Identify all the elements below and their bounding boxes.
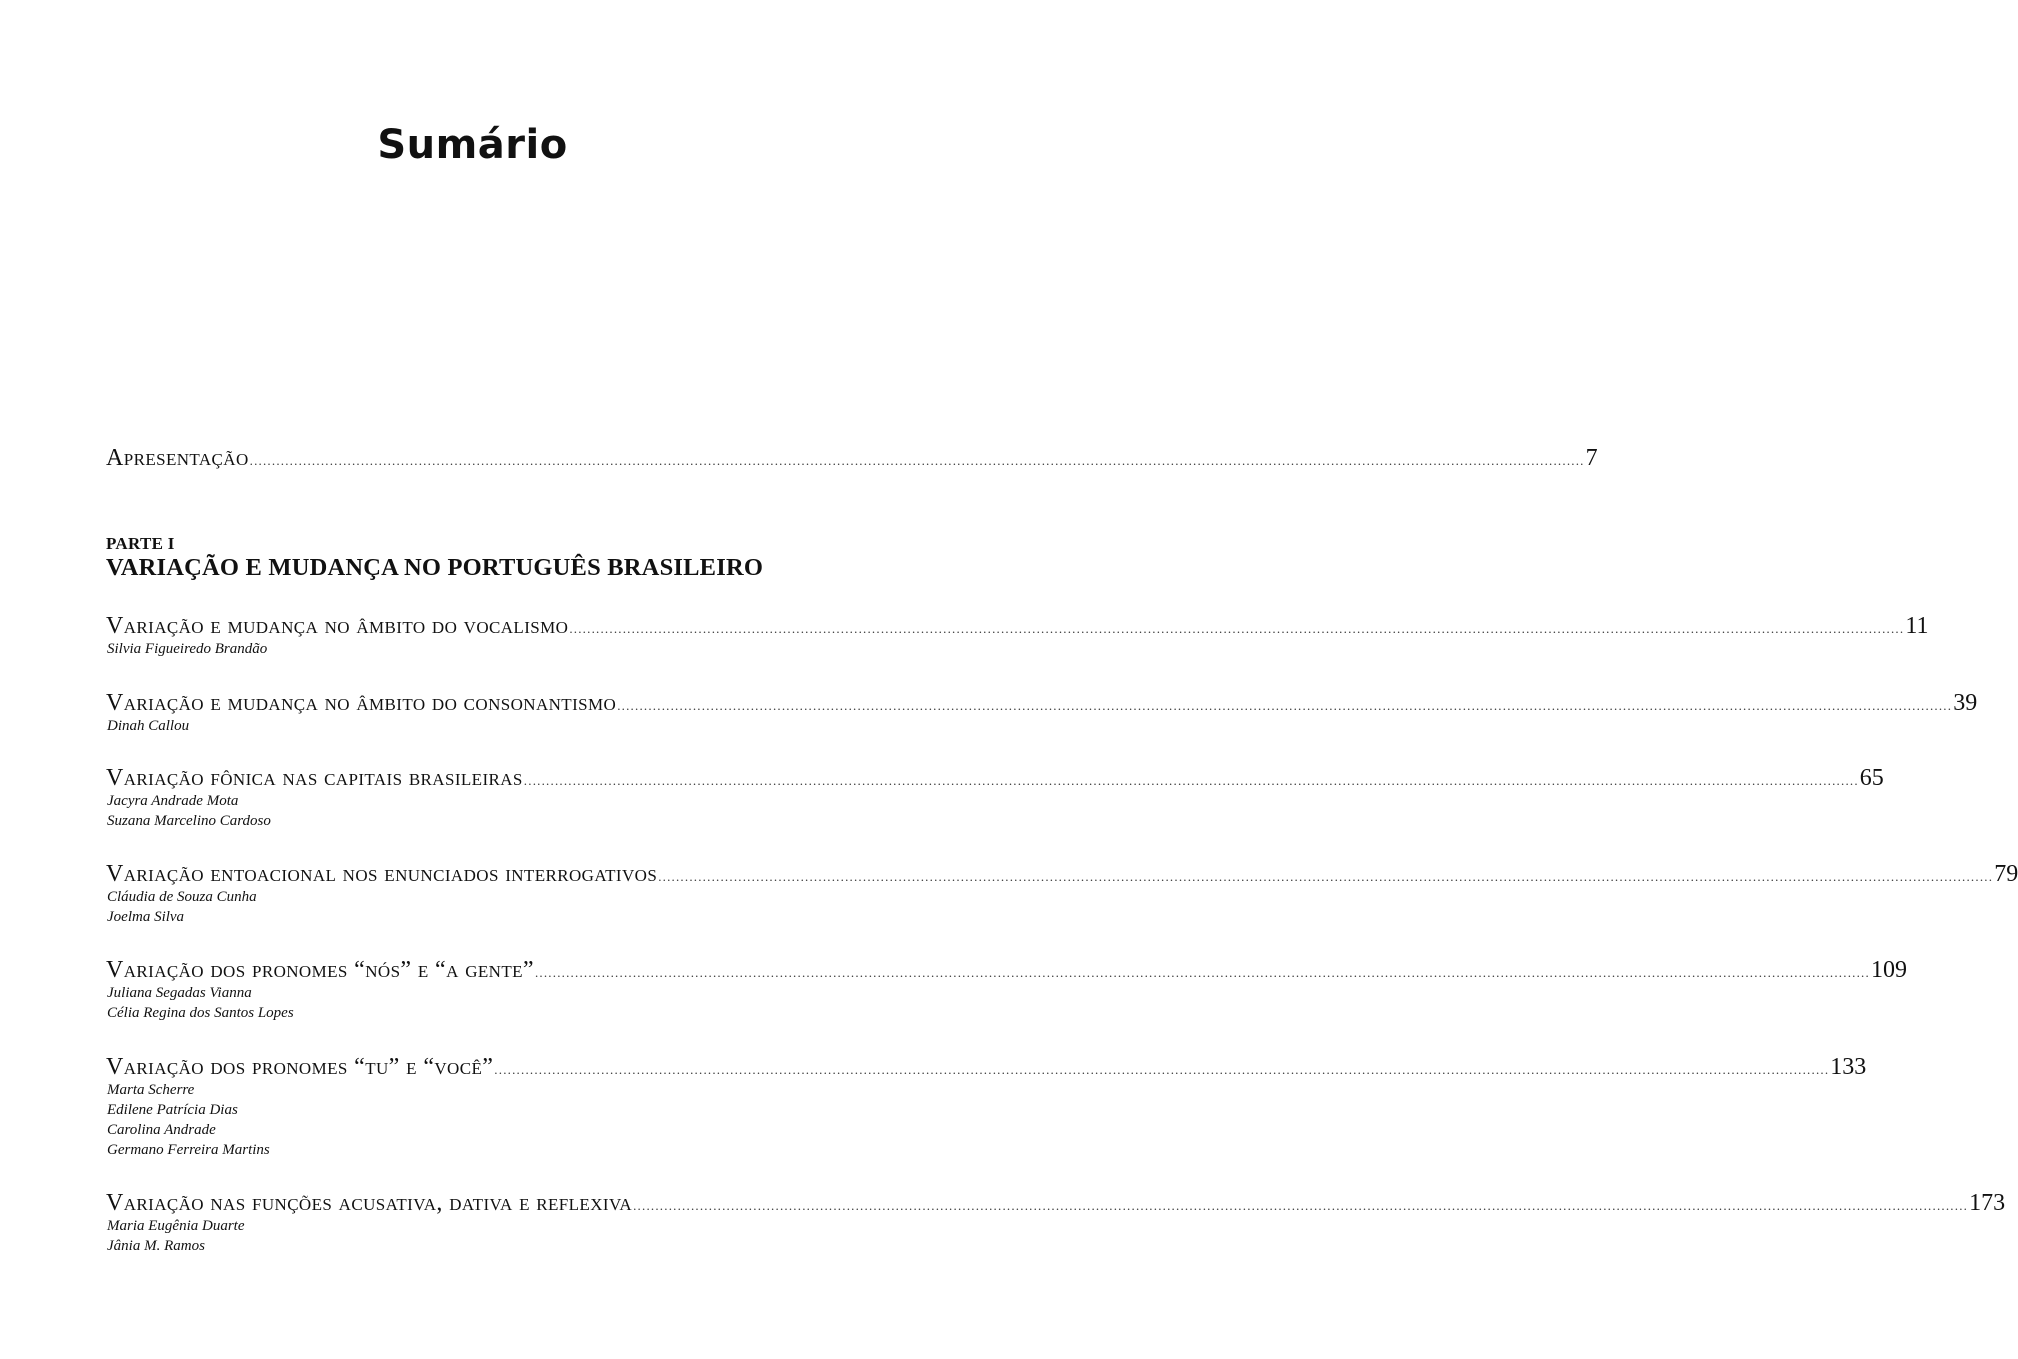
page-title: Sumário [377, 122, 568, 168]
toc-page-number: 11 [1905, 613, 1929, 639]
author-name: Juliana Segadas Vianna [107, 985, 252, 1001]
dot-leader: ............................................................................................................................................................................................................................................................................................................ [523, 773, 1859, 788]
toc-page-number: 109 [1870, 957, 1907, 983]
toc-page-number: 133 [1830, 1054, 1867, 1080]
toc-page-number: 65 [1859, 765, 1884, 791]
toc-entry-title: Variação dos pronomes “tu” e “você” [106, 1054, 494, 1080]
part-label: PARTE I [106, 534, 175, 553]
author-name: Marta Scherre [107, 1082, 195, 1098]
toc-entry-title: Variação dos pronomes “nós” e “a gente” [106, 957, 534, 983]
toc-entry-title: Variação entoacional nos enunciados interrogativos [106, 861, 658, 887]
toc-page-number: 173 [1969, 1190, 2006, 1216]
author-name: Jacyra Andrade Mota [107, 793, 239, 809]
author-name: Célia Regina dos Santos Lopes [107, 1005, 294, 1021]
dot-leader: ............................................................................................................................................................................................................................................................................................................ [658, 869, 1994, 884]
toc-entry-authors [107, 791, 271, 831]
author-name: Joelma Silva [107, 909, 185, 925]
toc-entry-authors [107, 639, 267, 659]
dot-leader: ............................................................................................................................................................................................................................................................................................................ [617, 698, 1953, 713]
toc-page-number: 79 [1994, 861, 2018, 887]
toc-entry-authors [107, 983, 294, 1023]
toc-entry-title: Apresentação [106, 445, 249, 471]
toc-entry-title: Variação e mudança no âmbito do vocalismo [106, 613, 569, 639]
author-name: Maria Eugênia Duarte [107, 1218, 245, 1234]
author-name: Carolina Andrade [107, 1122, 216, 1138]
dot-leader: ............................................................................................................................................................................................................................................................................................................ [249, 453, 1585, 468]
toc-entry-title: Variação nas funções acusativa, dativa e reflexiva [106, 1190, 633, 1216]
dot-leader: ............................................................................................................................................................................................................................................................................................................ [494, 1062, 1830, 1077]
toc-entry-apresentacao[interactable] [106, 444, 1598, 475]
author-name: Suzana Marcelino Cardoso [107, 813, 271, 829]
author-name: Edilene Patrícia Dias [107, 1102, 238, 1118]
author-name: Cláudia de Souza Cunha [107, 889, 257, 905]
toc-page-number: 39 [1953, 690, 1978, 716]
dot-leader: ............................................................................................................................................................................................................................................................................................................ [633, 1198, 1969, 1213]
toc-entry-title: Variação e mudança no âmbito do consonantismo [106, 690, 617, 716]
toc-entry[interactable] [106, 689, 1978, 720]
toc-entry-title: Variação fônica nas capitais brasileiras [106, 765, 523, 791]
author-name: Germano Ferreira Martins [107, 1142, 270, 1158]
toc-entry-authors [107, 1080, 270, 1160]
toc-entry-authors [107, 1216, 244, 1256]
author-name: Dinah Callou [107, 718, 190, 734]
dot-leader: ............................................................................................................................................................................................................................................................................................................ [569, 621, 1905, 636]
toc-entry-authors [107, 887, 257, 927]
toc-page-number: 7 [1585, 445, 1598, 471]
author-name: Silvia Figueiredo Brandão [107, 641, 268, 657]
author-name: Jânia M. Ramos [107, 1238, 205, 1254]
toc-entry-authors [107, 716, 189, 736]
dot-leader: ............................................................................................................................................................................................................................................................................................................ [534, 965, 1870, 980]
part-title: VARIAÇÃO E MUDANÇA NO PORTUGUÊS BRASILEIRO [106, 554, 764, 581]
